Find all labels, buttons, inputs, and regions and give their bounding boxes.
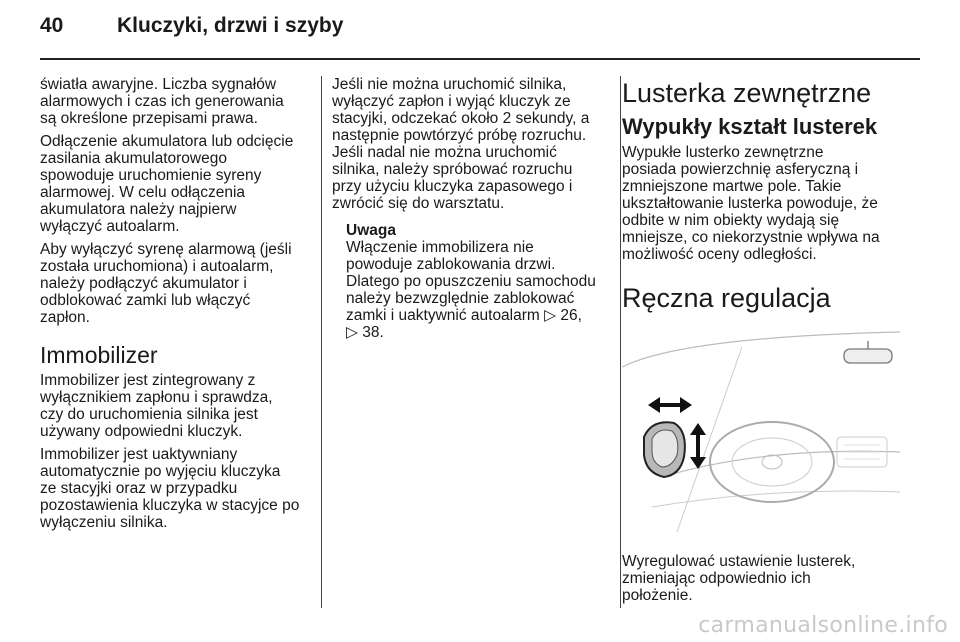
- page-header: [0, 0, 960, 70]
- text-line: Immobilizer jest uaktywniany: [40, 446, 238, 463]
- text-line: Odłączenie akumulatora lub odcięcie: [40, 133, 294, 150]
- text-line: Wypukłe lusterko zewnętrzne: [622, 144, 824, 161]
- page-number: 40: [40, 14, 64, 37]
- text-line: wyłączyć autoalarm.: [40, 218, 180, 235]
- text-line: Wyregulować ustawienie lusterek,: [622, 553, 856, 570]
- text-line: przy użyciu kluczyka zapasowego i: [332, 178, 573, 195]
- text-line: ze stacyjki oraz w przypadku: [40, 480, 238, 497]
- text-line: pozostawienia kluczyka w stacyjce po: [40, 497, 300, 514]
- heading-immobilizer: Immobilizer: [40, 342, 158, 368]
- text-line: ukształtowanie lusterka powoduje, że: [622, 195, 878, 212]
- header-divider: [40, 58, 920, 60]
- paragraph-siren-off: [40, 241, 310, 326]
- text-line: mniejsze, co niekorzystnie wpływa na: [622, 229, 880, 246]
- note-title: Uwaga: [346, 222, 396, 239]
- subheading-convex-mirrors: Wypukły kształt lusterek: [622, 114, 878, 139]
- text-line: automatycznie po wyjęciu kluczyka: [40, 463, 281, 480]
- cross-reference[interactable]: zamki i uaktywnić autoalarm ▷ 26,: [346, 307, 582, 324]
- chapter-title: Kluczyki, drzwi i szyby: [117, 14, 344, 37]
- text-line: zapłon.: [40, 309, 90, 326]
- text-line: są określone przepisami prawa.: [40, 110, 258, 127]
- text-line: Włączenie immobilizera nie: [346, 239, 534, 256]
- text-line: posiada powierzchnię asferyczną i: [622, 161, 859, 178]
- text-line: światła awaryjne. Liczba sygnałów: [40, 76, 277, 93]
- text-line: należy bezwzględnie zablokować: [346, 290, 575, 307]
- paragraph-engine-start: [332, 76, 610, 212]
- text-line: zmniejszone martwe pole. Takie: [622, 178, 842, 195]
- text-line: czy do uruchomienia silnika jest: [40, 406, 258, 423]
- watermark: carmanualsonline.info: [698, 613, 948, 638]
- cross-reference[interactable]: ▷ 38.: [346, 324, 384, 341]
- text-line: zasilania akumulatorowego: [40, 150, 227, 167]
- text-line: używany odpowiedni kluczyk.: [40, 423, 243, 440]
- paragraph-battery-disconnect: [40, 133, 310, 235]
- paragraph-adjust-mirrors: [622, 553, 912, 604]
- paragraph-immobilizer-activation: [40, 446, 310, 531]
- heading-external-mirrors: Lusterka zewnętrzne: [622, 78, 872, 108]
- text-line: następnie powtórzyć próbę rozruchu.: [332, 127, 587, 144]
- text-line: należy podłączyć akumulator i: [40, 275, 247, 292]
- text-line: możliwość oceny odległości.: [622, 246, 817, 263]
- text-line: odbite w nim obiekty wydają się: [622, 212, 840, 229]
- rearview-mirror-icon: [844, 349, 892, 363]
- heading-manual-adjustment: Ręczna regulacja: [622, 283, 831, 313]
- car-interior-drawing: [622, 327, 900, 537]
- vertical-adjust-arrow-icon: [690, 423, 706, 469]
- text-line: Jeśli nadal nie można uruchomić: [332, 144, 557, 161]
- text-line: zmieniając odpowiednio ich: [622, 570, 811, 587]
- text-line: odblokować zamki lub włączyć: [40, 292, 251, 309]
- text-line: silnika, należy spróbować rozruchu: [332, 161, 573, 178]
- text-line: spowoduje uruchomienie syreny: [40, 167, 262, 184]
- paragraph-immobilizer-integrated: [40, 372, 310, 440]
- text-line: wyłączyć zapłon i wyjąć kluczyk ze: [332, 93, 571, 110]
- note-box: [346, 222, 610, 341]
- mirror-adjustment-illustration: [622, 327, 900, 537]
- text-line: Jeśli nie można uruchomić silnika,: [332, 76, 567, 93]
- text-line: alarmowej. W celu odłączenia: [40, 184, 246, 201]
- text-line: położenie.: [622, 587, 693, 604]
- text-line: Immobilizer jest zintegrowany z: [40, 372, 256, 389]
- text-line: została uruchomiona) i autoalarm,: [40, 258, 274, 275]
- text-line: wyłączeniu silnika.: [40, 514, 168, 531]
- column-right: [622, 78, 912, 610]
- text-line: Dlatego po opuszczeniu samochodu: [346, 273, 596, 290]
- column-middle: [332, 76, 610, 341]
- column-divider: [620, 76, 621, 608]
- text-line: powoduje zablokowania drzwi.: [346, 256, 556, 273]
- column-left: [40, 76, 310, 537]
- text-line: alarmowych i czas ich generowania: [40, 93, 284, 110]
- text-line: akumulatora należy najpierw: [40, 201, 237, 218]
- column-divider: [321, 76, 322, 608]
- paragraph-convex-mirror: [622, 144, 912, 263]
- paragraph-alarm-signals: [40, 76, 310, 127]
- horizontal-adjust-arrow-icon: [648, 397, 692, 413]
- text-line: zwrócić się do warsztatu.: [332, 195, 505, 212]
- text-line: wyłącznikiem zapłonu i sprawdza,: [40, 389, 273, 406]
- text-line: Aby wyłączyć syrenę alarmową (jeśli: [40, 241, 292, 258]
- text-line: stacyjki, odczekać około 2 sekundy, a: [332, 110, 590, 127]
